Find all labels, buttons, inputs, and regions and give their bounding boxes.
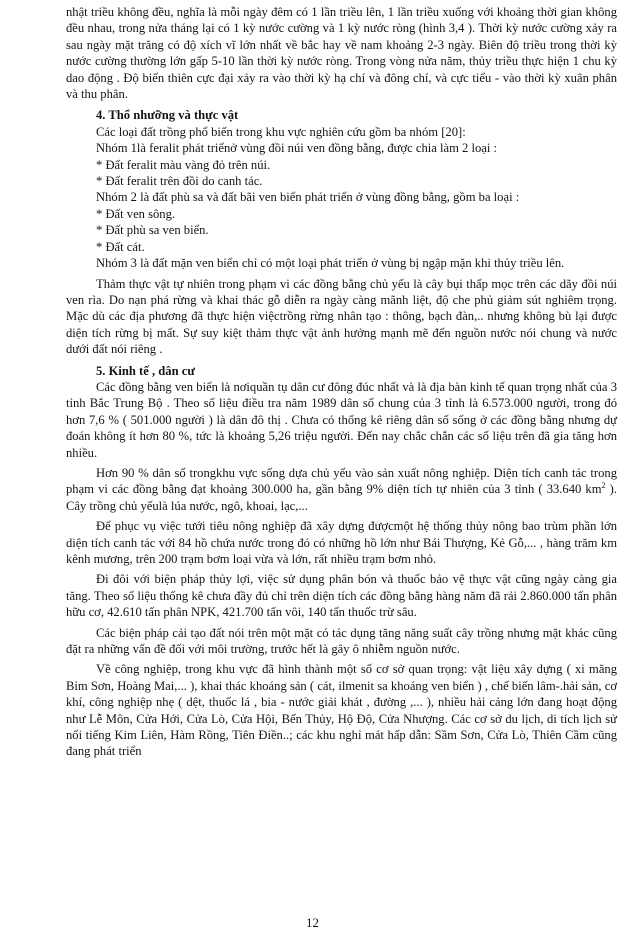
soil-group-2-item: * Đất phù sa ven biển. — [96, 223, 209, 238]
soil-improvement-paragraph: Các biện pháp cải tạo đất nói trên một mặt có tác dụng tăng năng suất cây trồng nhưng mặt khác cũng đặt ra những vấn đề đối với môi trường, trước hết là gây ô nhiễm nguồn nước. — [66, 625, 617, 657]
soil-group-2: Nhóm 2 là đất phù sa và đất bãi ven biển phát triển ở vùng đồng bằng, gồm ba loại : — [96, 190, 520, 205]
industry-paragraph: Về công nghiệp, trong khu vực đã hình thành một số cơ sở quan trọng: vật liệu xây dựng ( xi măng Bỉm Sơn, Hoàng Mai,... ), khai thác khoáng sản ( cát, ilmenit sa khoáng ven biển ) , chế biến lâm-.hải sản, cơ khí, công nghiệp nhẹ ( dệt, thuốc lá , bia - nước giải khát , đường ,... ), nhiều hải cảng lớn đang hoạt động như Lễ Môn, Cửa Hới, Cửa Lò, Cửa Hội, Bến Thủy, Hộ Độ, Cửa Nhượng. Các cơ sở du lịch, di tích lịch sử nổi tiếng Kim Liên, Hàm Rồng, Tiên Điền..; các khu nghỉ mát hấp dẫn: Sầm Sơn, Cửa Lò, Thiên Cầm cũng đang phát triển — [66, 662, 617, 759]
fertilizer-paragraph: Đi đôi với biện pháp thủy lợi, việc sử dụng phân bón và thuốc bảo vệ thực vật cũng ngày càng gia tăng. Theo số liệu thống kê chưa đầy đủ chỉ trên diện tích các đồng bằng hàng năm đã rải 2.860.000 tấn phân hữu cơ, 42.610 tấn phân NPK, 421.700 tấn vôi, 140 tấn thuốc trừ sâu. — [66, 572, 617, 620]
soil-group-3: Nhóm 3 là đất mặn ven biển chỉ có một loại phát triển ở vùng bị ngập mặn khi thủy triều lên. — [96, 256, 565, 271]
section-5-heading: 5. Kinh tế , dân cư — [96, 363, 195, 378]
soil-intro: Các loại đất trồng phổ biến trong khu vực nghiên cứu gồm ba nhóm [20]: — [96, 124, 466, 139]
page-number: 12 — [306, 915, 319, 930]
soil-group-2-item: * Đất ven sông. — [96, 206, 176, 221]
tide-paragraph: nhật triều không đều, nghĩa là mỗi ngày đêm có 1 lần triều lên, 1 lần triều xuống với khoảng thời gian không đều nhau, trong nửa tháng lại có 1 kỳ nước cường và 1 kỳ nước ròng (hình 3,4 ). Thời kỳ nước cường xảy ra sau ngày mặt trăng có độ xích vĩ lớn nhất về bắc hay về nam khoảng 2-3 ngày. Biên độ triều trong thời kỳ nước cường thường lớn gấp 5-10 lần thời kỳ nước ròng. Trong vòng nửa năm, thủy triều thực hiện 1 chu kỳ dao động . Độ biến thiên cực đại xảy ra vào thời kỳ hạ chí và đông chí, và cực tiểu - vào thời kỳ xuân phân và thu phân. — [66, 5, 617, 102]
agriculture-text: Hơn 90 % dân số trongkhu vực sống dựa chủ yếu vào sản xuất nông nghiệp. Diện tích canh tác trong phạm vi các đồng bằng đạt khoảng 300.000 ha, gần bằng 9% diện tích tự nhiên của 3 tỉnh ( 33.640 km — [66, 465, 617, 497]
soil-group-2-item: * Đất cát. — [96, 239, 145, 254]
section-4-heading: 4. Thổ nhưỡng và thực vật — [96, 108, 239, 123]
agriculture-text-end: ). Cây trồng chủ yếulà lúa nước, ngô, khoai, lạc,... — [66, 482, 617, 513]
soil-group-1-item: * Đất feralit màu vàng đỏ trên núi. — [96, 157, 271, 172]
agriculture-paragraph — [66, 465, 617, 514]
population-paragraph: Các đồng bằng ven biển là nơiquần tụ dân cư đông đúc nhất và là địa bàn kinh tế quan trọng nhất của 3 tỉnh Bắc Trung Bộ . Theo số liệu điều tra năm 1989 dân số chung của 3 tỉnh là 6.573.000 người, trong đó hơn 7,6 % ( 501.000 người ) là dân đô thị . Chưa có thống kê riêng dân số sống ở các đồng bằng nhưng dự đoán không ít hơn 80 %, tức là khoảng 5,26 triệu người. Đến nay chắc chắn các số liệu trên đã gia tăng hơn nhiều. — [66, 379, 617, 460]
area-unit-superscript: 2 — [601, 481, 606, 491]
soil-group-1-item: * Đất feralit trên đồi do canh tác. — [96, 174, 263, 189]
soil-group-1: Nhóm 1là feralit phát triểnở vùng đồi núi ven đồng bằng, được chia làm 2 loại : — [96, 141, 498, 156]
irrigation-paragraph: Để phục vụ việc tưới tiêu nông nghiệp đã xây dựng đượcmột hệ thống thủy nông bao trùm phần lớn diện tích canh tác với 84 hồ chứa nước trong đó có những hồ lớn như Bái Thượng, Kẻ Gỗ,... , hàng trăm km kênh mương, trên 200 trạm bơm loại vừa và lớn, rất nhiều trạm bơm nhỏ. — [66, 519, 617, 566]
vegetation-paragraph: Thảm thực vật tự nhiên trong phạm vi các đồng bằng chủ yếu là cây bụi thấp mọc trên các dãy đồi núi ven rìa. Do nạn phá rừng và khai thác gỗ diễn ra ngày càng mãnh liệt, độ che phủ giảm sút nghiêm trọng. Mặc dù các địa phương đã thực hiện việctrồng rừng nhân tạo : thông, bạch đàn,.. nhưng không bù lại được diện tích rừng bị mất. Sự suy kiệt thảm thực vật ảnh hưởng mạnh mẽ đến nguồn nước nói chung và nước dưới đất nói riêng . — [66, 276, 617, 357]
